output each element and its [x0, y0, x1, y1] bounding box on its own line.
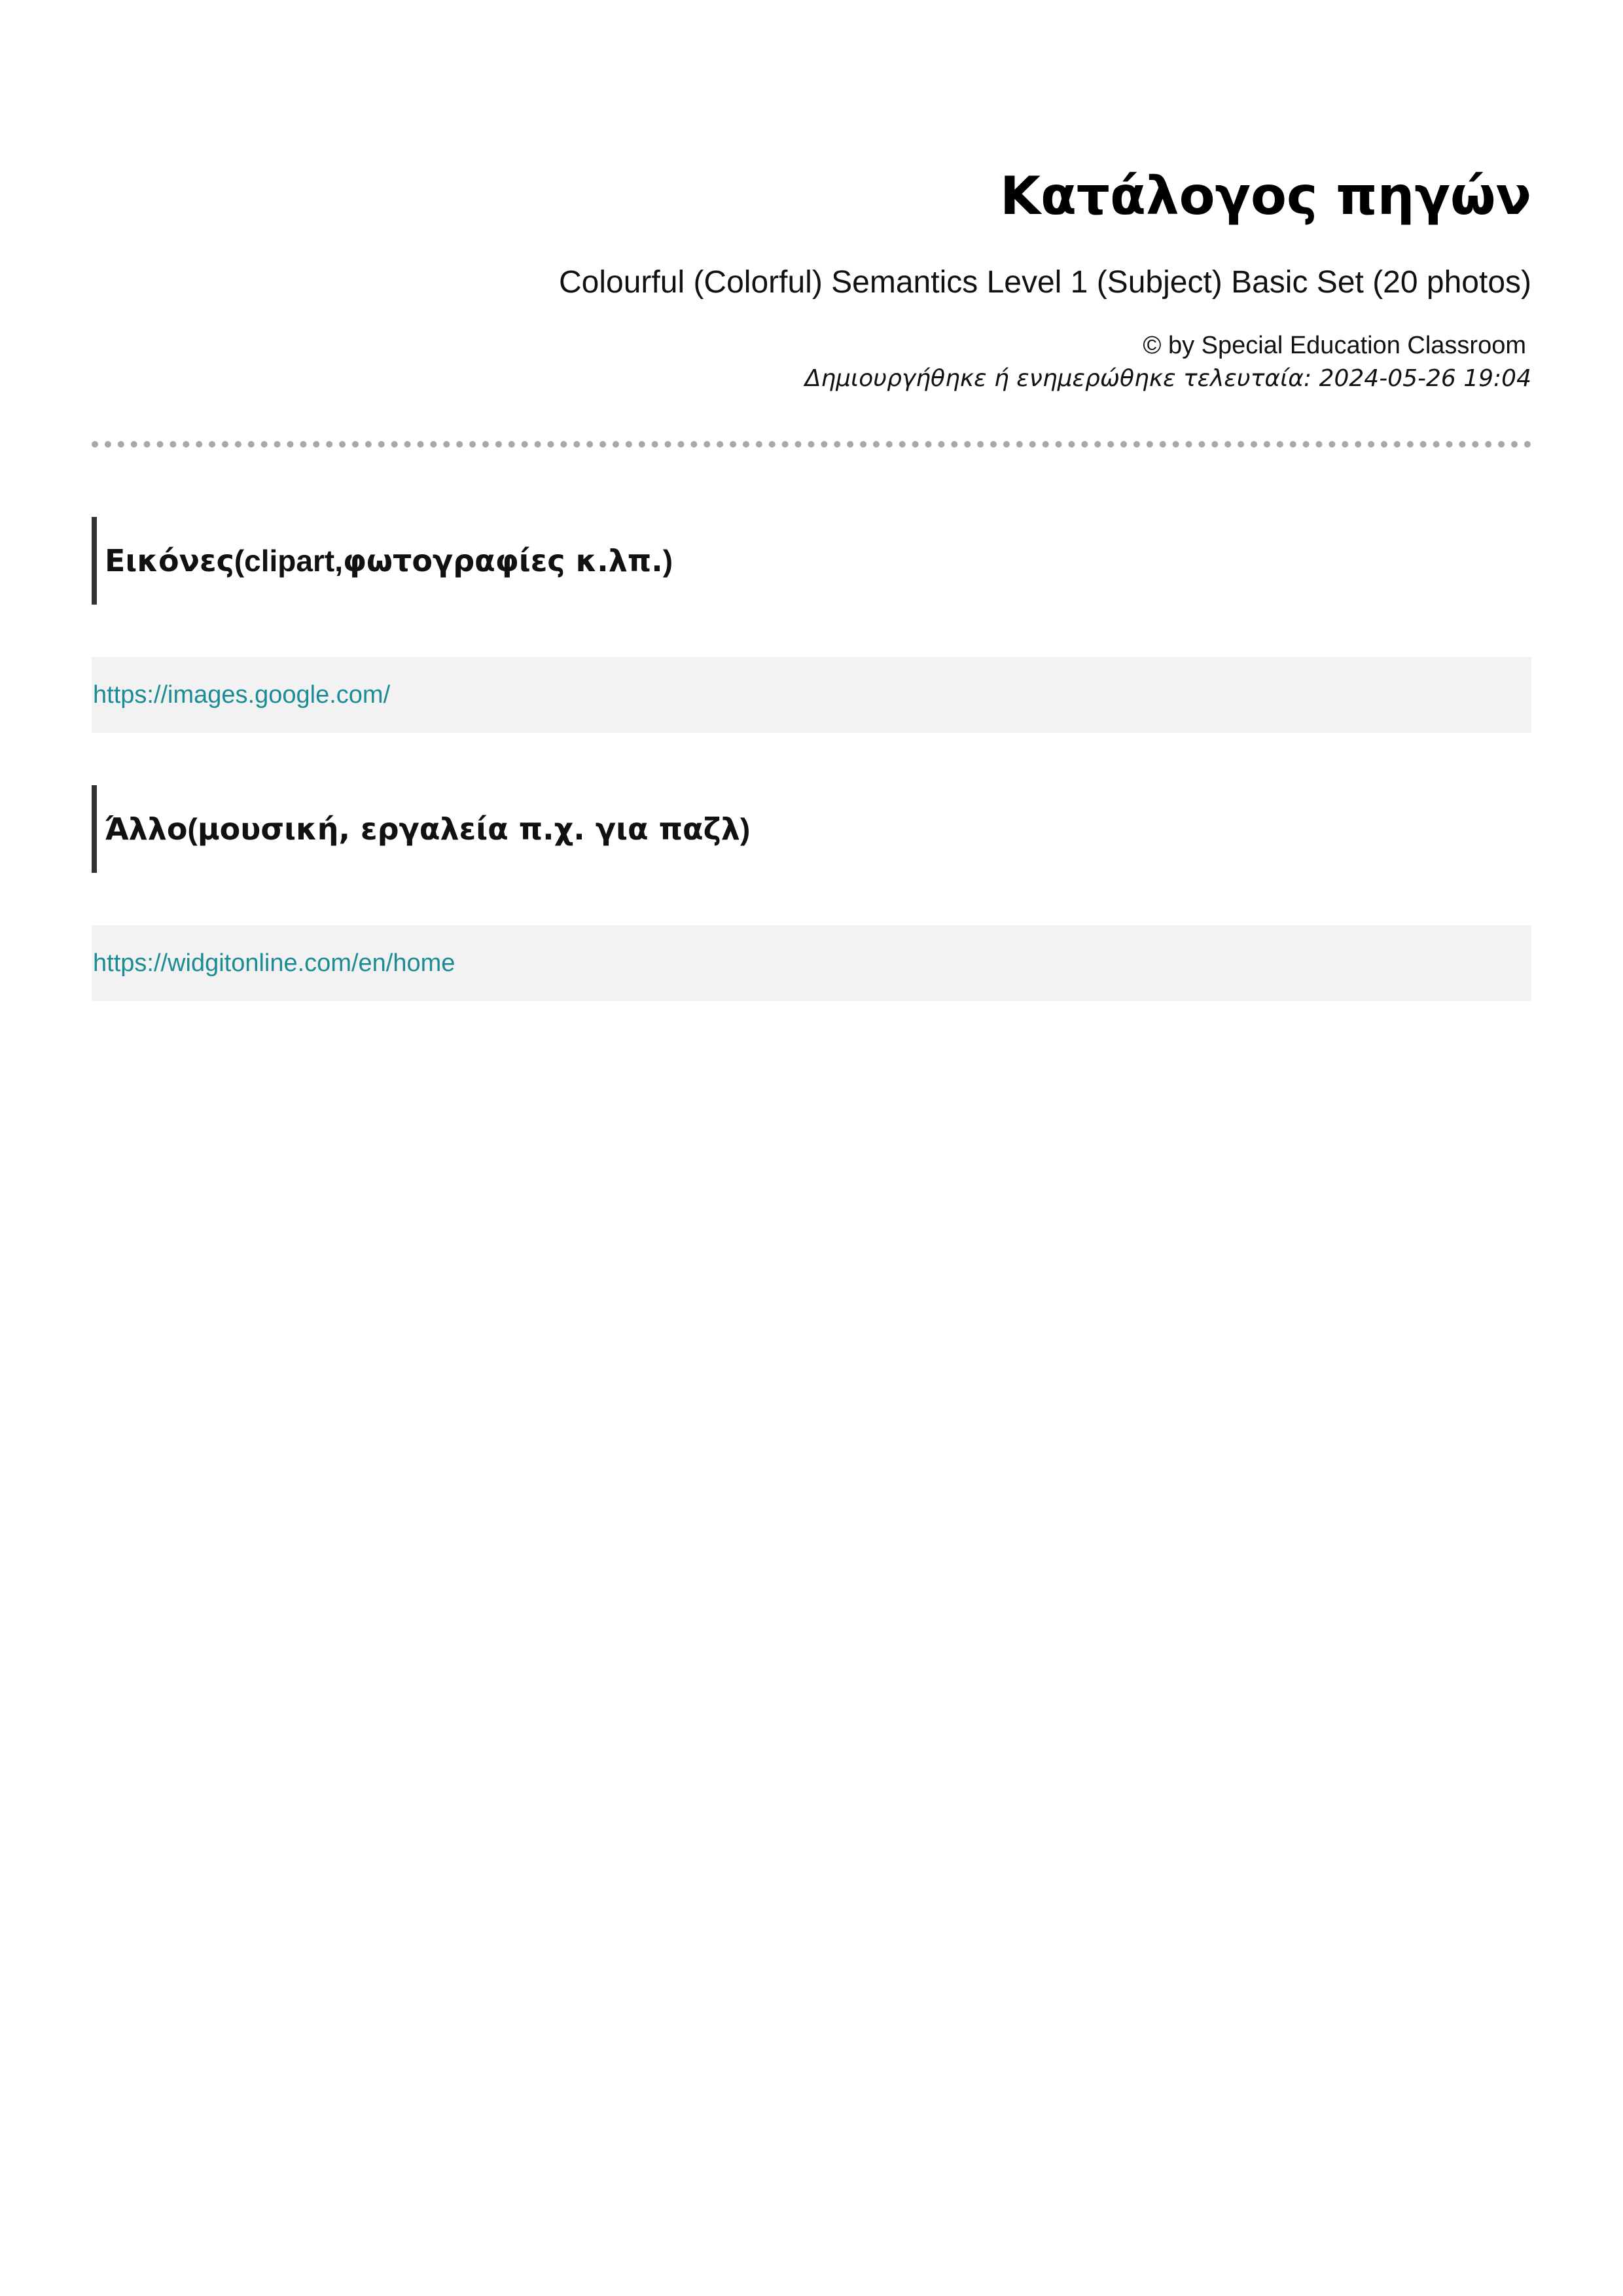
document-header [92, 157, 1531, 395]
section-heading-other [92, 785, 1531, 873]
source-link-other[interactable]: https://widgitonline.com/en/home [93, 949, 455, 977]
document-page [92, 0, 1531, 2296]
section-heading-main: Άλλο [105, 811, 188, 847]
last-updated-date: Δημιουργήθηκε ή ενημερώθηκε τελευταία: 2024-05-26 19:04 [804, 365, 1531, 392]
page-subtitle: Colourful (Colorful) Semantics Level 1 (Subject) Basic Set (20 photos) [559, 265, 1531, 300]
section-heading-close: ) [662, 544, 673, 578]
section-heading-greek: φωτογραφίες κ.λπ. [343, 543, 663, 578]
header-divider [92, 441, 1531, 448]
section-heading-open: ( [187, 812, 198, 846]
section-heading-close: ) [740, 812, 751, 846]
source-link-images[interactable]: https://images.google.com/ [93, 680, 391, 709]
page-title: Κατάλογος πηγών [999, 166, 1531, 226]
section-heading-greek: μουσική, εργαλεία π.χ. για παζλ [197, 811, 740, 847]
copyright-notice: © by Special Education Classroom [1143, 332, 1526, 359]
section-heading-images [92, 517, 1531, 605]
section-heading-open: (clipart, [234, 544, 343, 578]
section-heading-main: Εικόνες [105, 543, 234, 578]
link-box-other [92, 925, 1531, 1001]
link-box-images [92, 657, 1531, 733]
